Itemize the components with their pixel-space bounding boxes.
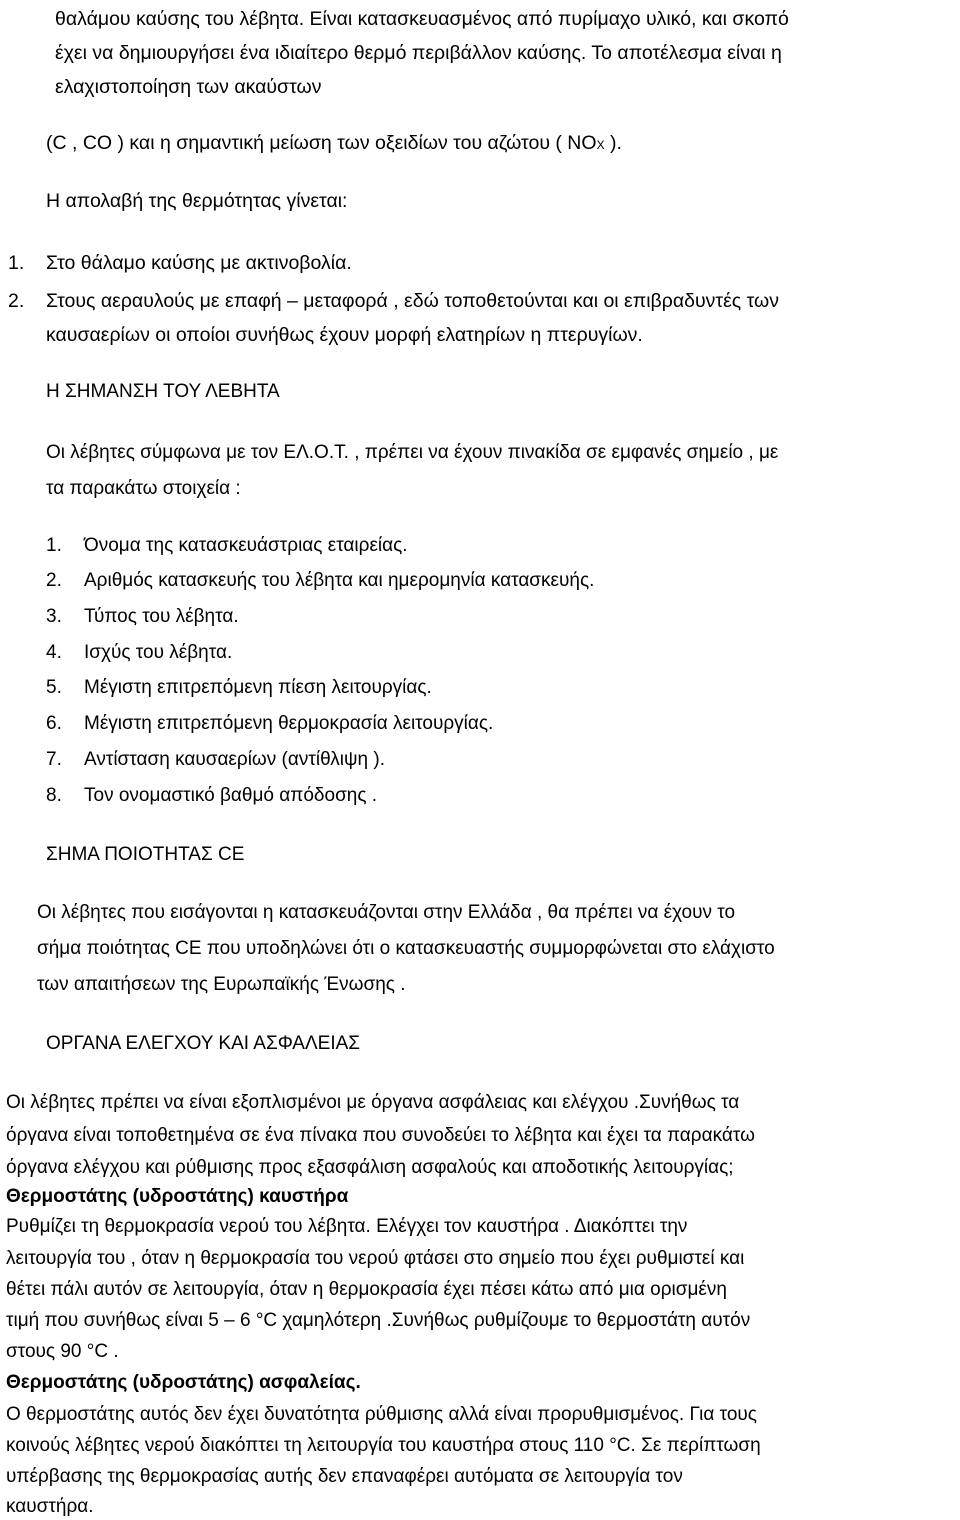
list-item <box>46 747 385 773</box>
list-item <box>46 675 432 701</box>
nox-text-end: ). <box>604 132 622 154</box>
nox-subscript: X <box>596 138 605 152</box>
list-item <box>8 250 352 276</box>
list-text: Μέγιστη επιτρεπόμενη πίεση λειτουργίας. <box>84 677 432 698</box>
list-number: 2. <box>46 570 62 591</box>
section-heading: ΟΡΓΑΝΑ ΕΛΕΓΧΟΥ ΚΑΙ ΑΣΦΑΛΕΙΑΣ <box>46 1033 361 1054</box>
paragraph-line: κοινούς λέβητες νερού διακόπτει τη λειτουργία του καυστήρα στους 110 °C. Σε περίπτωση <box>6 1435 761 1456</box>
paragraph-line: όργανα είναι τοποθετημένα σε ένα πίνακα που συνοδεύει το λέβητα και έχει τα παρακάτω <box>6 1125 755 1146</box>
list-item-continuation: καυσαερίων οι οποίοι συνήθως έχουν μορφή ελατηρίων η πτερυγίων. <box>46 324 643 346</box>
list-number: 4. <box>46 642 62 663</box>
paragraph-line: Η απολαβή της θερμότητας γίνεται: <box>46 190 348 212</box>
list-text: Στο θάλαμο καύσης με ακτινοβολία. <box>46 252 352 274</box>
list-number: 2. <box>8 290 25 312</box>
paragraph-line: καυστήρα. <box>6 1496 94 1517</box>
paragraph-line: Ο θερμοστάτης αυτός δεν έχει δυνατότητα ρύθμισης αλλά είναι προρυθμισμένος. Για τους <box>6 1404 757 1425</box>
nox-text: (C , CO ) και η σημαντική μείωση των οξειδίων του αζώτου ( NO <box>46 132 597 154</box>
paragraph-line <box>46 130 622 158</box>
list-number: 3. <box>46 606 62 627</box>
list-text: Τον ονομαστικό βαθμό απόδοσης . <box>84 785 378 806</box>
list-number: 7. <box>46 749 62 770</box>
subsection-title: Θερμοστάτης (υδροστάτης) ασφαλείας. <box>6 1372 361 1393</box>
list-number: 6. <box>46 713 62 734</box>
list-text: Στους αεραυλούς με επαφή – μεταφορά , εδώ τοποθετούνται και οι επιβραδυντές των <box>46 290 780 312</box>
subsection-title: Θερμοστάτης (υδροστάτης) καυστήρα <box>6 1186 349 1207</box>
list-item <box>46 568 594 594</box>
paragraph-line: ελαχιστοποίηση των ακαύστων <box>55 76 322 98</box>
paragraph-line: θέτει πάλι αυτόν σε λειτουργία, όταν η θερμοκρασία έχει πέσει κάτω από μια ορισμένη <box>6 1279 727 1300</box>
section-heading: ΣΗΜΑ ΠΟΙΟΤΗΤΑΣ CE <box>46 844 245 865</box>
list-number: 1. <box>8 252 25 274</box>
paragraph-line: Οι λέβητες που εισάγονται η κατασκευάζονται στην Ελλάδα , θα πρέπει να έχουν το <box>37 902 736 923</box>
paragraph-line: σήμα ποιότητας CE που υποδηλώνει ότι ο κατασκευαστής συμμορφώνεται στο ελάχιστο <box>37 938 775 959</box>
list-text: Ισχύς του λέβητα. <box>84 642 233 663</box>
section-heading: Η ΣΗΜΑΝΣΗ ΤΟΥ ΛΕΒΗΤΑ <box>46 381 280 402</box>
paragraph-line: έχει να δημιουργήσει ένα ιδιαίτερο θερμό περιβάλλον καύσης. Το αποτέλεσμα είναι η <box>55 42 782 64</box>
list-item <box>46 604 239 630</box>
paragraph-line: τιμή που συνήθως είναι 5 – 6 °C χαμηλότερη .Συνήθως ρυθμίζουμε το θερμοστάτη αυτόν <box>6 1310 751 1331</box>
list-number: 8. <box>46 785 62 806</box>
list-item <box>46 640 232 666</box>
list-text: Μέγιστη επιτρεπόμενη θερμοκρασία λειτουργίας. <box>84 713 494 734</box>
paragraph-line: Οι λέβητες πρέπει να είναι εξοπλισμένοι με όργανα ασφάλειας και ελέγχου .Συνήθως τα <box>6 1092 740 1113</box>
list-text: Αντίσταση καυσαερίων (αντίθλιψη ). <box>84 749 386 770</box>
paragraph-line: λειτουργία του , όταν η θερμοκρασία του νερού φτάσει στο σημείο που έχει ρυθμιστεί και <box>6 1248 745 1269</box>
list-number: 1. <box>46 535 62 556</box>
paragraph-line: στους 90 °C . <box>6 1341 119 1362</box>
list-text: Τύπος του λέβητα. <box>84 606 239 627</box>
list-number: 5. <box>46 677 62 698</box>
list-text: Αριθμός κατασκευής του λέβητα και ημερομηνία κατασκευής. <box>84 570 595 591</box>
list-item <box>46 533 408 559</box>
paragraph-line: υπέρβασης της θερμοκρασίας αυτής δεν επαναφέρει αυτόματα σε λειτουργία τον <box>6 1466 683 1487</box>
paragraph-line: των απαιτήσεων της Ευρωπαϊκής Ένωσης . <box>37 974 406 995</box>
list-item <box>8 288 779 314</box>
paragraph-line: Ρυθμίζει τη θερμοκρασία νερού του λέβητα. Ελέγχει τον καυστήρα . Διακόπτει την <box>6 1216 688 1237</box>
paragraph-line: τα παρακάτω στοιχεία : <box>46 478 241 499</box>
list-item <box>46 783 377 809</box>
list-text: Όνομα της κατασκευάστριας εταιρείας. <box>84 535 408 556</box>
list-item <box>46 711 493 737</box>
paragraph-line: όργανα ελέγχου και ρύθμισης προς εξασφάλιση ασφαλούς και αποδοτικής λειτουργίας; <box>6 1157 734 1178</box>
paragraph-line: θαλάμου καύσης του λέβητα. Είναι κατασκευασμένος από πυρίμαχο υλικό, και σκοπό <box>55 8 789 30</box>
paragraph-line: Οι λέβητες σύμφωνα με τον ΕΛ.Ο.Τ. , πρέπει να έχουν πινακίδα σε εμφανές σημείο , με <box>46 442 779 463</box>
